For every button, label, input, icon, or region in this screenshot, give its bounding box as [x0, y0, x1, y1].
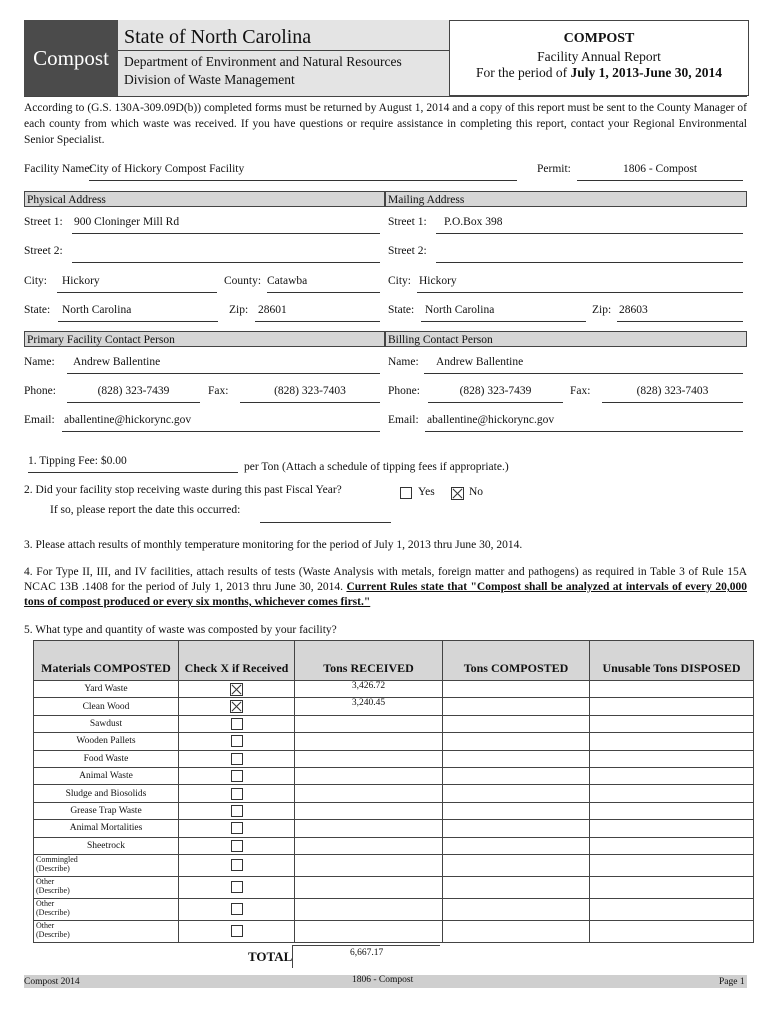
unusable-tons-cell[interactable]: [590, 920, 754, 942]
phys-zip-field[interactable]: [255, 304, 380, 322]
other-material-label: Other: [36, 920, 55, 930]
received-checkbox[interactable]: [231, 735, 243, 747]
tons-composted-cell[interactable]: [443, 750, 590, 767]
received-check-cell: [179, 920, 295, 942]
primary-email-value: aballentine@hickorync.gov: [64, 414, 192, 426]
billing-fax-label: Fax:: [570, 385, 591, 397]
permit-value: 1806 - Compost: [622, 163, 698, 175]
received-check-cell: [179, 837, 295, 854]
received-check-cell: [179, 785, 295, 802]
unusable-tons-cell[interactable]: [590, 854, 754, 876]
billing-name-field[interactable]: [424, 356, 743, 374]
compost-label: Compost: [33, 45, 109, 70]
unusable-tons-cell[interactable]: [590, 785, 754, 802]
received-checkbox[interactable]: [231, 753, 243, 765]
primary-phone-label: Phone:: [24, 385, 56, 397]
q2-followup-label: If so, please report the date this occurred:: [50, 504, 241, 516]
phys-state-label: State:: [24, 304, 51, 316]
phys-street2-field[interactable]: [72, 245, 380, 263]
other-material-label: Other: [36, 876, 55, 886]
table-row: [34, 698, 754, 715]
unusable-tons-cell[interactable]: [590, 750, 754, 767]
q2-yes-label: Yes: [418, 486, 435, 498]
table-row: [34, 802, 754, 819]
tons-received-cell[interactable]: 3,240.45: [295, 698, 443, 715]
table-row: [34, 920, 754, 942]
col-materials: Materials COMPOSTED: [34, 641, 179, 681]
mail-street1-label: Street 1:: [388, 216, 427, 228]
billing-fax-field[interactable]: [602, 385, 743, 403]
tons-composted-cell[interactable]: [443, 715, 590, 732]
table-row: [34, 750, 754, 767]
unusable-tons-cell[interactable]: [590, 681, 754, 698]
received-check-cell: [179, 733, 295, 750]
received-check-cell: [179, 715, 295, 732]
tipping-fee-field[interactable]: [28, 455, 238, 473]
q4-text: 4. For Type II, III, and IV facilities, attach results of tests (Waste Analysis with metals, foreign matter and pathogens) as required in Table 3 of Rule 15A NCAC 13B .1408 for the period of July 1, 2013 thru June 30, 2014.: [24, 566, 747, 593]
received-checkbox[interactable]: [231, 903, 243, 915]
q2-label: 2. Did your facility stop receiving waste during this past Fiscal Year?: [24, 484, 342, 496]
received-check-cell: [179, 876, 295, 898]
physical-address-header: Physical Address: [24, 191, 385, 207]
billing-phone-label: Phone:: [388, 385, 420, 397]
phys-county-label: County:: [224, 275, 262, 287]
billing-name-label: Name:: [388, 356, 419, 368]
q2-yes-checkbox[interactable]: [400, 487, 412, 499]
material-name: Yard Waste: [34, 681, 179, 698]
unusable-tons-cell[interactable]: [590, 876, 754, 898]
material-name: Food Waste: [34, 750, 179, 767]
state-title: State of North Carolina: [124, 26, 312, 48]
unusable-tons-cell[interactable]: [590, 698, 754, 715]
tons-composted-cell[interactable]: [443, 681, 590, 698]
tons-composted-cell[interactable]: [443, 920, 590, 942]
billing-phone-value: (828) 323-7439: [459, 385, 532, 397]
phys-county-value: Catawba: [267, 275, 308, 287]
primary-email-label: Email:: [24, 414, 55, 426]
mail-zip-label: Zip:: [592, 304, 612, 316]
other-material-cell[interactable]: [34, 898, 179, 920]
primary-email-field[interactable]: [62, 414, 380, 432]
material-name: Clean Wood: [34, 698, 179, 715]
tons-composted-cell[interactable]: [443, 802, 590, 819]
tons-composted-cell[interactable]: [443, 898, 590, 920]
tons-received-cell[interactable]: [295, 785, 443, 802]
compost-label-box: [24, 20, 118, 96]
phys-street1-value: 900 Cloninger Mill Rd: [74, 216, 180, 228]
col-tons-received: Tons RECEIVED: [295, 641, 443, 681]
q3-text: 3. Please attach results of monthly temperature monitoring for the period of July 1, 2013 thru June 30, 2014.: [24, 539, 523, 551]
phys-state-value: North Carolina: [62, 304, 132, 316]
facility-name-label: Facility Name:: [24, 163, 93, 175]
table-row: [34, 837, 754, 854]
department-lines: [124, 53, 402, 89]
primary-name-field[interactable]: [67, 356, 380, 374]
phys-city-value: Hickory: [62, 275, 100, 287]
col-unusable-tons: Unusable Tons DISPOSED: [590, 641, 754, 681]
tons-composted-cell[interactable]: [443, 698, 590, 715]
other-material-describe: (Describe): [36, 863, 70, 873]
tons-composted-cell[interactable]: [443, 733, 590, 750]
tons-received-cell[interactable]: [295, 750, 443, 767]
received-checkbox[interactable]: [231, 925, 243, 937]
permit-label: Permit:: [537, 163, 571, 175]
other-material-describe: (Describe): [36, 907, 70, 917]
phys-city-label: City:: [24, 275, 48, 287]
other-material-cell[interactable]: [34, 920, 179, 942]
material-name: Sawdust: [34, 715, 179, 732]
table-row: [34, 733, 754, 750]
tons-received-cell[interactable]: [295, 733, 443, 750]
received-checkbox[interactable]: [230, 683, 243, 696]
table-row: [34, 876, 754, 898]
unusable-tons-cell[interactable]: [590, 802, 754, 819]
primary-phone-field[interactable]: [67, 385, 200, 403]
received-checkbox[interactable]: [231, 805, 243, 817]
phys-state-field[interactable]: [58, 304, 218, 322]
received-checkbox[interactable]: [231, 822, 243, 834]
header-divider: [118, 50, 449, 51]
tons-composted-cell[interactable]: [443, 854, 590, 876]
period-dates: July 1, 2013-June 30, 2014: [570, 65, 722, 80]
tons-received-cell[interactable]: [295, 898, 443, 920]
mail-street1-field[interactable]: [436, 216, 743, 234]
tons-composted-cell[interactable]: [443, 876, 590, 898]
billing-email-field[interactable]: [425, 414, 743, 432]
tons-composted-cell[interactable]: [443, 785, 590, 802]
material-name: Sludge and Biosolids: [34, 785, 179, 802]
unusable-tons-cell[interactable]: [590, 837, 754, 854]
billing-name-value: Andrew Ballentine: [436, 356, 524, 368]
total-received-value: 6,667.17: [350, 948, 384, 958]
billing-fax-value: (828) 323-7403: [636, 385, 709, 397]
received-checkbox[interactable]: [231, 718, 243, 730]
intro-text: According to (G.S. 130A-309.09D(b)) completed forms must be returned by August 1, 2014 and a copy of this report must be sent to the County Manager of each county from which waste was received. If you have questions or require assistance in completing this report, contact your Regional Environmental Senior Specialist.: [24, 102, 747, 146]
mail-zip-field[interactable]: [617, 304, 743, 322]
department-name: Department of Environment and Natural Resources: [124, 54, 402, 69]
q4-block: [24, 565, 747, 610]
phys-street2-label: Street 2:: [24, 245, 63, 257]
tipping-fee-suffix: per Ton (Attach a schedule of tipping fees if appropriate.): [244, 461, 509, 473]
footer-left: Compost 2014: [24, 977, 80, 987]
primary-name-value: Andrew Ballentine: [73, 356, 161, 368]
mailing-address-header: Mailing Address: [385, 191, 747, 207]
mail-city-label: City:: [388, 275, 412, 287]
unusable-tons-cell[interactable]: [590, 898, 754, 920]
material-name: Wooden Pallets: [34, 733, 179, 750]
primary-name-label: Name:: [24, 356, 55, 368]
received-checkbox[interactable]: [231, 859, 243, 871]
received-check-cell: [179, 767, 295, 784]
report-title: COMPOST: [563, 31, 635, 46]
tons-received-cell[interactable]: [295, 920, 443, 942]
mail-zip-value: 28603: [619, 304, 648, 316]
mail-state-field[interactable]: [421, 304, 586, 322]
total-label: TOTAL: [248, 949, 293, 964]
table-row: [34, 854, 754, 876]
report-subtitle: Facility Annual Report: [537, 49, 661, 64]
phys-zip-label: Zip:: [229, 304, 249, 316]
billing-contact-header: Billing Contact Person: [385, 331, 747, 347]
other-material-describe: (Describe): [36, 885, 70, 895]
billing-phone-field[interactable]: [428, 385, 563, 403]
phys-zip-value: 28601: [258, 304, 287, 316]
received-checkbox[interactable]: [231, 788, 243, 800]
received-checkbox[interactable]: [231, 840, 243, 852]
table-row: [34, 715, 754, 732]
report-title-box: [449, 20, 749, 96]
q2-date-field[interactable]: [260, 505, 391, 523]
phys-street1-field[interactable]: [72, 216, 380, 234]
billing-email-label: Email:: [388, 414, 419, 426]
received-check-cell: [179, 698, 295, 715]
report-period: [450, 65, 748, 81]
footer-right: Page 1: [719, 977, 745, 987]
mail-state-value: North Carolina: [425, 304, 495, 316]
received-check-cell: [179, 681, 295, 698]
facility-name-field[interactable]: [89, 163, 517, 181]
tons-received-cell[interactable]: [295, 837, 443, 854]
received-checkbox[interactable]: [231, 770, 243, 782]
col-check: Check X if Received: [179, 641, 295, 681]
tipping-fee-label: 1. Tipping Fee: $0.00: [28, 455, 127, 467]
table-row: [34, 898, 754, 920]
material-name: Grease Trap Waste: [34, 802, 179, 819]
table-row: [34, 820, 754, 837]
received-check-cell: [179, 820, 295, 837]
tons-composted-cell[interactable]: [443, 820, 590, 837]
primary-fax-value: (828) 323-7403: [274, 385, 346, 397]
other-material-label: Commingled: [36, 854, 78, 864]
table-row: [34, 785, 754, 802]
received-check-cell: [179, 750, 295, 767]
materials-table: [33, 640, 754, 943]
mail-street2-label: Street 2:: [388, 245, 427, 257]
other-material-cell[interactable]: [34, 854, 179, 876]
tons-received-cell[interactable]: [295, 876, 443, 898]
tons-received-cell[interactable]: [295, 767, 443, 784]
q5-text: 5. What type and quantity of waste was composted by your facility?: [24, 624, 337, 636]
mail-state-label: State:: [388, 304, 415, 316]
other-material-cell[interactable]: [34, 876, 179, 898]
footer-center: 1806 - Compost: [352, 975, 414, 985]
tons-received-cell[interactable]: [295, 854, 443, 876]
tons-received-cell[interactable]: [295, 802, 443, 819]
received-checkbox[interactable]: [230, 700, 243, 713]
tons-received-cell[interactable]: [295, 715, 443, 732]
tons-composted-cell[interactable]: [443, 767, 590, 784]
primary-phone-value: (828) 323-7439: [97, 385, 170, 397]
facility-name-value: City of Hickory Compost Facility: [89, 163, 245, 175]
mail-city-field[interactable]: [417, 275, 743, 293]
received-check-cell: [179, 898, 295, 920]
primary-contact-header: Primary Facility Contact Person: [24, 331, 385, 347]
unusable-tons-cell[interactable]: [590, 820, 754, 837]
division-name: Division of Waste Management: [124, 72, 295, 87]
tons-received-cell[interactable]: [295, 820, 443, 837]
unusable-tons-cell[interactable]: [590, 733, 754, 750]
mail-city-value: Hickory: [419, 275, 457, 287]
material-name: Sheetrock: [34, 837, 179, 854]
unusable-tons-cell[interactable]: [590, 767, 754, 784]
other-material-describe: (Describe): [36, 929, 70, 939]
unusable-tons-cell[interactable]: [590, 715, 754, 732]
billing-email-value: aballentine@hickorync.gov: [427, 414, 555, 426]
received-check-cell: [179, 854, 295, 876]
other-material-label: Other: [36, 898, 55, 908]
primary-fax-field[interactable]: [240, 385, 380, 403]
phys-street1-label: Street 1:: [24, 216, 63, 228]
header-rule: [24, 96, 747, 97]
primary-fax-label: Fax:: [208, 385, 229, 397]
q4-rule-note: Current Rules state that "Compost shall be analyzed at intervals of every 20,000 tons of compost produced or every six months, whichever comes first.": [24, 581, 748, 608]
table-header-row: [34, 641, 754, 681]
material-name: Animal Waste: [34, 767, 179, 784]
period-prefix: For the period of: [476, 65, 571, 80]
table-row: [34, 767, 754, 784]
received-check-cell: [179, 802, 295, 819]
tons-composted-cell[interactable]: [443, 837, 590, 854]
phys-city-field[interactable]: [57, 275, 217, 293]
q2-no-checkbox[interactable]: [451, 487, 464, 500]
tons-received-cell[interactable]: 3,426.72: [295, 681, 443, 698]
phys-county-field[interactable]: [267, 275, 380, 293]
material-name: Animal Mortalities: [34, 820, 179, 837]
permit-field[interactable]: [577, 163, 743, 181]
table-row: [34, 681, 754, 698]
mail-street2-field[interactable]: [436, 245, 743, 263]
col-tons-composted: Tons COMPOSTED: [443, 641, 590, 681]
received-checkbox[interactable]: [231, 881, 243, 893]
mail-street1-value: P.O.Box 398: [444, 216, 503, 228]
q2-no-label: No: [469, 486, 484, 498]
